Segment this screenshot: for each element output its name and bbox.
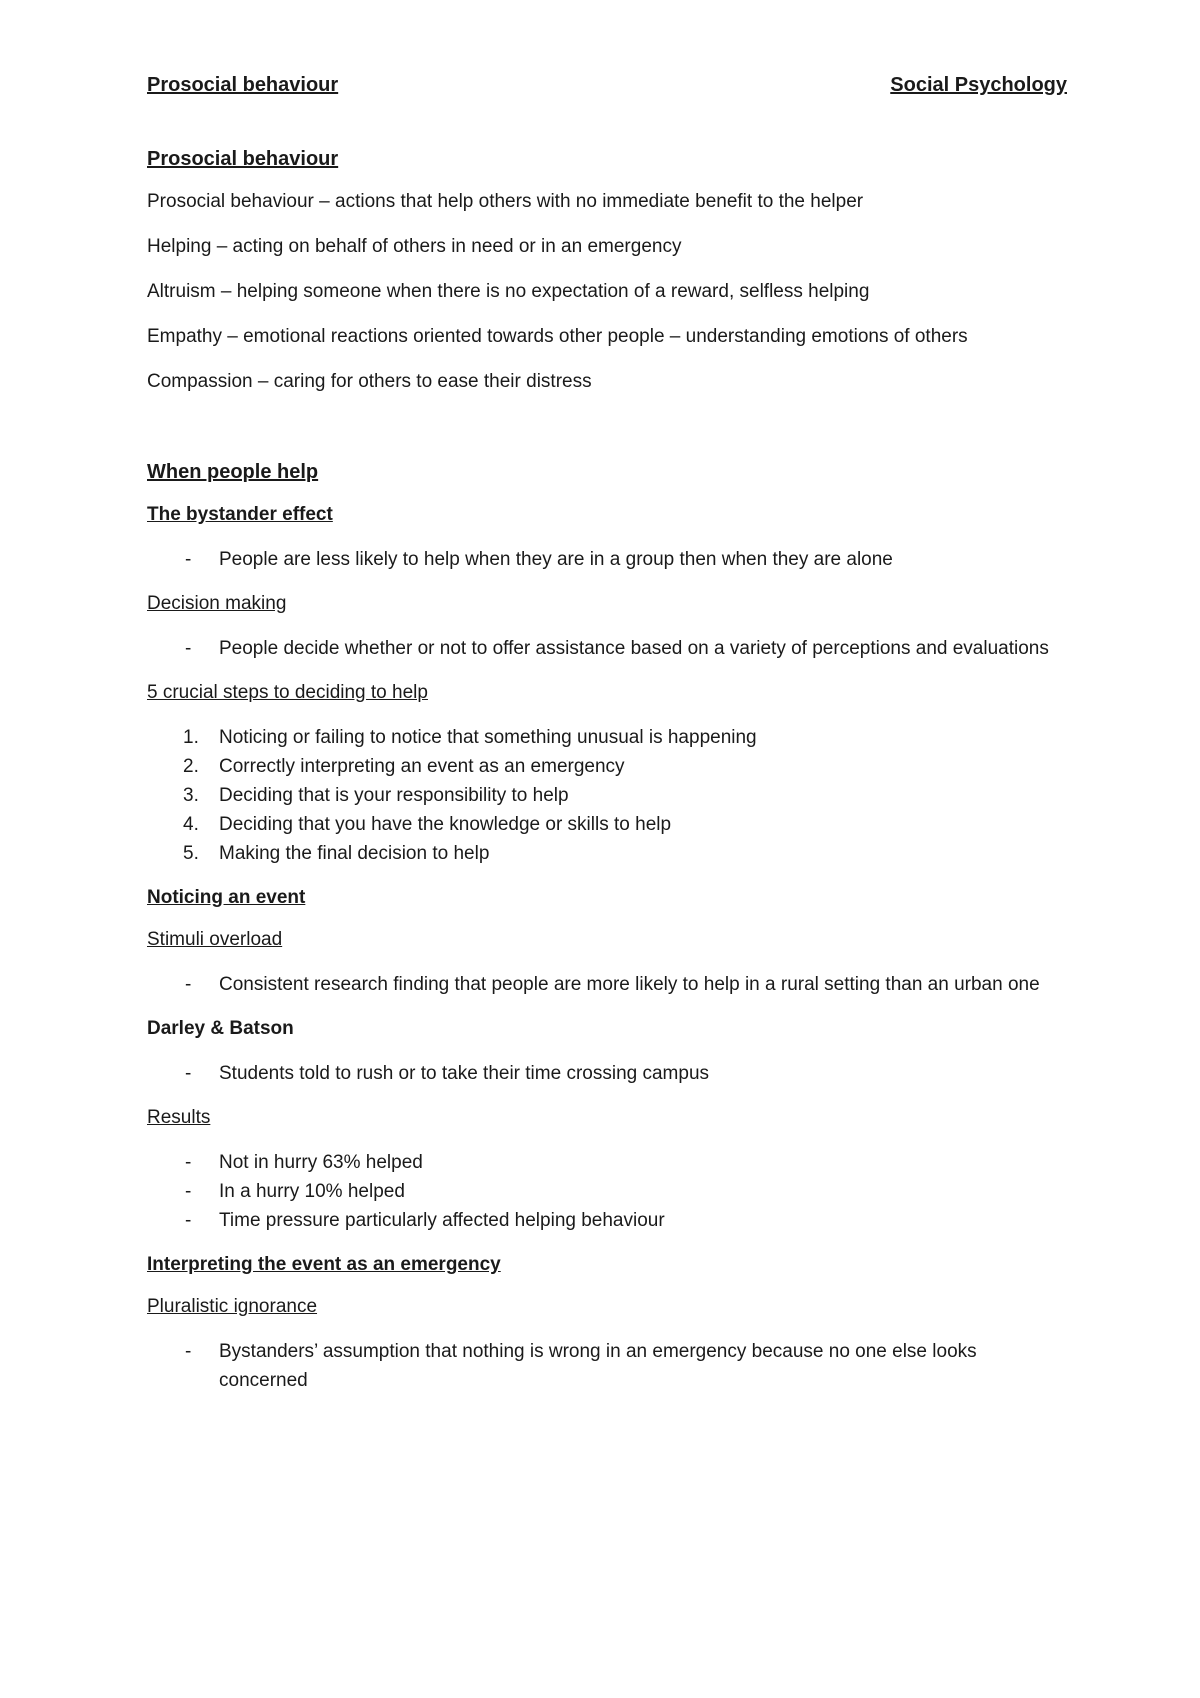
list-item (147, 1059, 1067, 1088)
subheading-results: Results (147, 1107, 211, 1128)
dash-marker: - (185, 1063, 192, 1084)
dash-marker: - (185, 1341, 192, 1362)
list-item-text: People are less likely to help when they are in a group then when they are alone (219, 549, 893, 570)
page-header (147, 74, 1067, 104)
list-item (147, 781, 1067, 810)
definition-empathy: Empathy – emotional reactions oriented towards other people – understanding emotions of others (147, 326, 968, 347)
section-heading-when-people-help: When people help (147, 461, 319, 483)
list-item (147, 1177, 1067, 1206)
stimuli-list (147, 970, 1067, 999)
list-item-text: Deciding that is your responsibility to help (219, 785, 569, 806)
list-item-text: Correctly interpreting an event as an emergency (219, 756, 625, 777)
steps-list (147, 723, 1067, 868)
section-heading-prosocial: Prosocial behaviour (147, 148, 339, 170)
list-item-text: Noticing or failing to notice that something unusual is happening (219, 727, 757, 748)
dash-marker: - (185, 1181, 192, 1202)
dash-marker: - (185, 974, 192, 995)
list-item (147, 1206, 1067, 1235)
subheading-interpreting-event: Interpreting the event as an emergency (147, 1254, 501, 1275)
step-number: 3. (183, 785, 199, 806)
step-number: 4. (183, 814, 199, 835)
definition-altruism: Altruism – helping someone when there is no expectation of a reward, selfless helping (147, 281, 870, 302)
list-item-text: Consistent research finding that people are more likely to help in a rural setting than an urban one (219, 974, 1040, 995)
list-item-text: Making the final decision to help (219, 843, 490, 864)
darley-list (147, 1059, 1067, 1088)
header-left-title: Prosocial behaviour (147, 74, 339, 96)
subheading-bystander-effect: The bystander effect (147, 504, 333, 525)
list-item-text: Time pressure particularly affected helping behaviour (219, 1210, 665, 1231)
pluralistic-list (147, 1337, 1067, 1395)
step-number: 2. (183, 756, 199, 777)
subheading-darley-batson: Darley & Batson (147, 1018, 294, 1039)
list-item-text: Not in hurry 63% helped (219, 1152, 423, 1173)
list-item (147, 752, 1067, 781)
subheading-crucial-steps: 5 crucial steps to deciding to help (147, 682, 428, 703)
list-item-text: Students told to rush or to take their time crossing campus (219, 1063, 710, 1084)
list-item (147, 634, 1067, 663)
results-list (147, 1148, 1067, 1235)
list-item (147, 839, 1067, 868)
list-item (147, 970, 1067, 999)
subheading-noticing-event: Noticing an event (147, 887, 306, 908)
subheading-decision-making: Decision making (147, 593, 287, 614)
document-body (147, 146, 1067, 1413)
definition-prosocial: Prosocial behaviour – actions that help others with no immediate benefit to the helper (147, 191, 864, 212)
list-item (147, 1337, 1067, 1395)
list-item (147, 1148, 1067, 1177)
header-right-title: Social Psychology (890, 74, 1067, 96)
list-item (147, 810, 1067, 839)
list-item (147, 545, 1067, 574)
list-item-text: People decide whether or not to offer assistance based on a variety of perceptions and evaluations (219, 638, 1049, 659)
dash-marker: - (185, 1210, 192, 1231)
subheading-stimuli-overload: Stimuli overload (147, 929, 283, 950)
dash-marker: - (185, 638, 192, 659)
list-item (147, 723, 1067, 752)
decision-list (147, 634, 1067, 663)
definition-helping: Helping – acting on behalf of others in need or in an emergency (147, 236, 682, 257)
section-spacer (147, 415, 1067, 459)
document-page (147, 0, 1067, 1698)
list-item-text: Deciding that you have the knowledge or skills to help (219, 814, 672, 835)
bystander-list (147, 545, 1067, 574)
dash-marker: - (185, 549, 192, 570)
definition-compassion: Compassion – caring for others to ease their distress (147, 371, 592, 392)
step-number: 1. (183, 727, 199, 748)
list-item-text: In a hurry 10% helped (219, 1181, 405, 1202)
subheading-pluralistic-ignorance: Pluralistic ignorance (147, 1296, 318, 1317)
step-number: 5. (183, 843, 199, 864)
list-item-text: Bystanders’ assumption that nothing is wrong in an emergency because no one else looks concerned (219, 1341, 977, 1391)
dash-marker: - (185, 1152, 192, 1173)
